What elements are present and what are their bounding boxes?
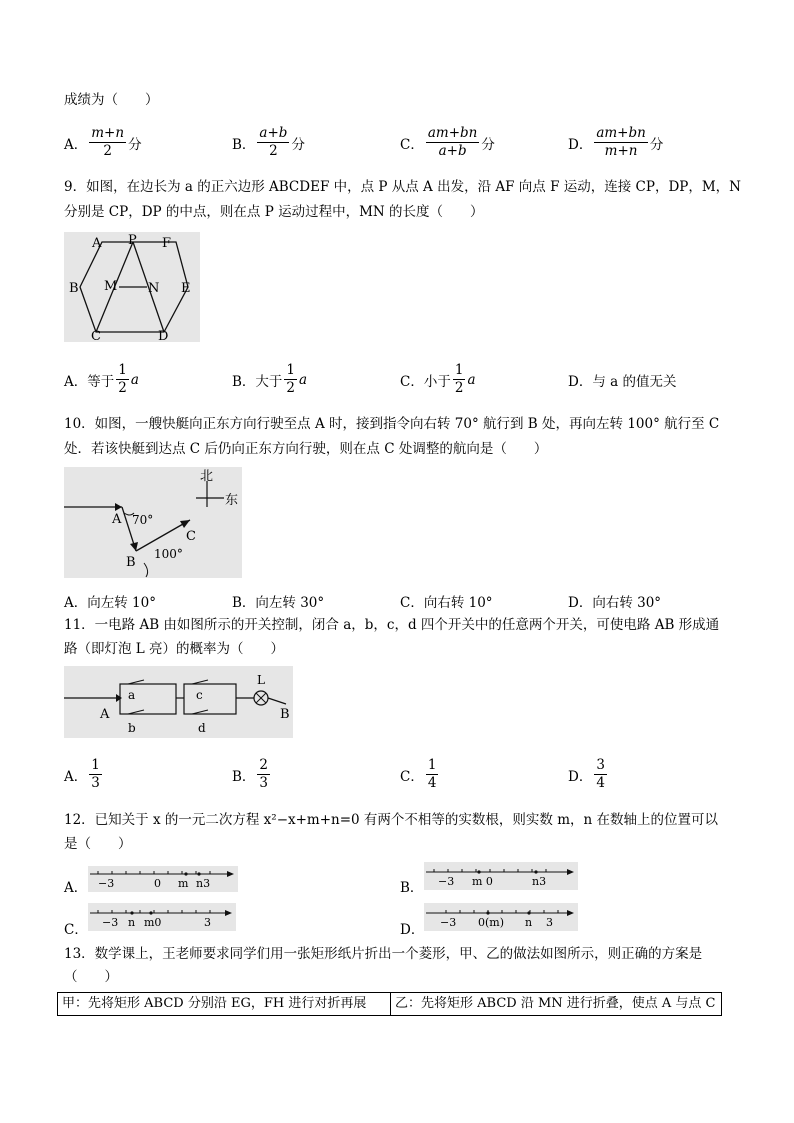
q8-option-c[interactable] (400, 125, 495, 160)
numerator: 1 (286, 362, 296, 378)
unit: 分 (128, 136, 142, 153)
q13-stem-line2: （ ） (64, 969, 118, 985)
q11-option-b[interactable] (232, 757, 272, 792)
tick-label: n3 (196, 877, 211, 890)
tick-label: 0 (154, 877, 161, 890)
tick-label: 3 (546, 916, 553, 929)
tick-label: n (128, 916, 136, 929)
q9-stem-line2: 分别是 CP，DP 的中点，则在点 P 运动过程中，MN 的长度（ ） (64, 204, 484, 220)
denominator: a+b (438, 143, 467, 159)
q12-option-c-label[interactable]: C． (64, 922, 88, 938)
arrow-head-icon (130, 542, 138, 551)
label-b: B (69, 281, 79, 296)
denominator: 2 (103, 143, 112, 159)
tick-label: −3 (440, 916, 457, 929)
q9-stem-line1: 9．如图，在边长为 a 的正六边形 ABCDEF 中，点 P 从点 A 出发，沿 AF 向点 F 运动，连接 CP，DP，M，N (64, 179, 741, 195)
q11-stem-line2: 路（即灯泡 L 亮）的概率为（ ） (64, 641, 285, 657)
label-e: E (181, 281, 191, 296)
fraction (594, 125, 648, 160)
wire (268, 698, 286, 704)
method-yi: 乙：先将矩形 ABCD 沿 MN 进行折叠，使点 A 与点 C (395, 996, 716, 1011)
label-b: B (126, 555, 136, 570)
tick-label: n3 (532, 875, 547, 888)
fraction (89, 757, 102, 792)
numerator: 1 (118, 362, 127, 378)
label-b-switch: b (128, 721, 136, 735)
option-label: D． (568, 136, 593, 153)
point-m (477, 870, 480, 873)
point-n (197, 872, 200, 875)
denominator: 3 (91, 775, 100, 791)
variable: a (299, 371, 308, 388)
fraction (257, 757, 270, 792)
point-m (486, 911, 489, 914)
q11-option-d[interactable] (568, 757, 609, 792)
option-label: B． (232, 136, 256, 153)
q8-option-a[interactable] (64, 125, 142, 160)
point-m (184, 872, 187, 875)
q12-option-d-label[interactable]: D． (400, 922, 425, 938)
label-north: 北 (200, 469, 214, 484)
q12-option-d-numberline[interactable] (424, 903, 578, 931)
q9-option-a[interactable] (64, 362, 139, 397)
q10-route-figure (64, 467, 242, 578)
q9-option-b[interactable] (232, 362, 307, 397)
q10-option-c[interactable]: C．向右转 10° (400, 595, 493, 611)
option-label: D． (568, 768, 593, 785)
option-label: D． (568, 374, 593, 390)
option-label: C． (400, 768, 424, 785)
label-d: D (158, 329, 169, 342)
arrow-head-icon (225, 910, 232, 916)
q12-stem-line2: 是（ ） (64, 836, 132, 852)
option-label: B． (232, 373, 256, 390)
denominator: 4 (596, 775, 605, 791)
denominator: 2 (269, 143, 278, 159)
point-n (534, 870, 537, 873)
label-a: A (92, 236, 102, 251)
q11-option-c[interactable] (400, 757, 440, 792)
point-n (130, 911, 133, 914)
option-text: 小于 (423, 373, 451, 390)
denominator: 4 (427, 775, 437, 791)
label-70: 70° (132, 513, 154, 527)
label-a: a (128, 688, 136, 702)
q9-option-d[interactable] (568, 370, 676, 390)
label-b-terminal: B (280, 707, 290, 722)
switch-block-cd (184, 684, 236, 714)
fraction (453, 362, 466, 397)
q9-option-c[interactable] (400, 362, 476, 397)
tick-label: −3 (98, 877, 115, 890)
q9-hexagon-figure (64, 232, 200, 342)
variable: a (467, 371, 476, 388)
tick-label: −3 (438, 875, 455, 888)
label-l: L (257, 673, 265, 687)
numerator: a+b (259, 125, 288, 141)
option-text: 大于 (255, 373, 283, 390)
label-100: 100° (154, 547, 183, 561)
numerator: 1 (454, 362, 464, 378)
label-d: d (198, 721, 206, 735)
arrow-head-icon (116, 694, 122, 702)
q12-option-b-label[interactable]: B． (400, 880, 424, 896)
numerator: am+bn (596, 125, 646, 141)
label-c: c (196, 688, 203, 702)
label-m: M (104, 279, 118, 294)
tick-label: 3 (204, 916, 211, 929)
option-label: B． (232, 768, 256, 785)
fraction (257, 125, 289, 160)
arrow-head-icon (180, 520, 190, 528)
point-m (149, 911, 152, 914)
q12-option-a-numberline[interactable] (88, 866, 238, 892)
option-label: A． (64, 136, 88, 153)
label-p: P (128, 233, 137, 248)
q10-stem-line1: 10．如图，一艘快艇向正东方向行驶至点 A 时，接到指令向右转 70° 航行到 B 处，再向左转 100° 航行至 C (64, 416, 720, 432)
fraction (594, 757, 607, 792)
arrow-head-icon (567, 910, 574, 916)
q13-stem-line1: 13．数学课上，王老师要求同学们用一张矩形纸片折出一个菱形，甲、乙的做法如图所示，则正确的方案是 (64, 946, 703, 962)
tick-label: 0(m) (478, 916, 505, 929)
denominator: m+n (604, 143, 638, 159)
q12-option-c-numberline[interactable] (88, 903, 236, 931)
denominator: 2 (454, 380, 464, 396)
tick-label: m0 (144, 916, 162, 929)
option-label: A． (64, 373, 88, 390)
variable: a (130, 371, 139, 388)
q13-method-table (57, 992, 722, 1016)
q10-stem-line2: 处．若该快艇到达点 C 后仍向正东方向行驶，则在点 C 处调整的航向是（ ） (64, 441, 548, 457)
label-c: C (91, 329, 101, 342)
q12-stem-line1: 12．已知关于 x 的一元二次方程 x²−x+m+n=0 有两个不相等的实数根，则实数 m，n 在数轴上的位置可以 (64, 812, 719, 828)
denominator: 3 (259, 775, 269, 791)
q8-option-d[interactable] (568, 125, 663, 160)
angle-arc-100 (144, 563, 148, 577)
q10-option-b[interactable]: B．向左转 30° (232, 595, 325, 611)
numerator: am+bn (427, 125, 478, 141)
tick-label: n (525, 916, 533, 929)
method-jia: 甲：先将矩形 ABCD 分别沿 EG，FH 进行对折再展 (58, 993, 391, 1015)
arrow-head-icon (115, 503, 122, 511)
label-a-terminal: A (100, 707, 110, 722)
label-n: N (148, 281, 160, 296)
fraction (116, 362, 129, 397)
label-east: 东 (225, 493, 239, 508)
fraction (284, 362, 297, 397)
q11-stem-line1: 11．一电路 AB 由如图所示的开关控制，闭合 a，b，c，d 四个开关中的任意两个开关，可使电路 AB 形成通 (64, 617, 720, 633)
denominator: 2 (118, 380, 127, 396)
tick-label: m (178, 877, 189, 890)
fraction (426, 125, 480, 160)
tick-label: m 0 (472, 875, 493, 888)
q10-option-a[interactable]: A．向左转 10° (64, 595, 156, 611)
label-f: F (162, 236, 172, 251)
option-text: 与 a 的值无关 (592, 374, 677, 390)
fraction (89, 125, 126, 160)
q11-circuit-figure (64, 666, 293, 738)
option-label: C． (400, 373, 424, 390)
arrow-head-icon (567, 869, 574, 875)
q10-option-d[interactable]: D．向右转 30° (568, 595, 662, 611)
fraction (426, 757, 439, 792)
point-n (527, 911, 530, 914)
label-c: C (186, 529, 196, 544)
numerator: 2 (259, 757, 269, 773)
q8-stem: 成绩为（ ） (64, 92, 159, 108)
q12-option-a-label[interactable]: A． (64, 880, 88, 896)
numerator: m+n (91, 125, 125, 141)
numerator: 1 (427, 757, 437, 773)
numerator: 1 (91, 757, 100, 773)
tick-label: −3 (102, 916, 119, 929)
unit: 分 (291, 136, 305, 153)
unit: 分 (649, 136, 664, 153)
q12-option-b-numberline[interactable] (424, 862, 578, 890)
label-a: A (112, 512, 122, 527)
option-text: 等于 (87, 373, 115, 390)
q8-option-b[interactable] (232, 125, 305, 160)
option-label: A． (64, 768, 88, 785)
numerator: 3 (596, 757, 605, 773)
option-label: C． (400, 136, 424, 153)
unit: 分 (481, 136, 495, 153)
q11-option-a[interactable] (64, 757, 104, 792)
denominator: 2 (286, 380, 296, 396)
arrow-head-icon (227, 871, 234, 877)
